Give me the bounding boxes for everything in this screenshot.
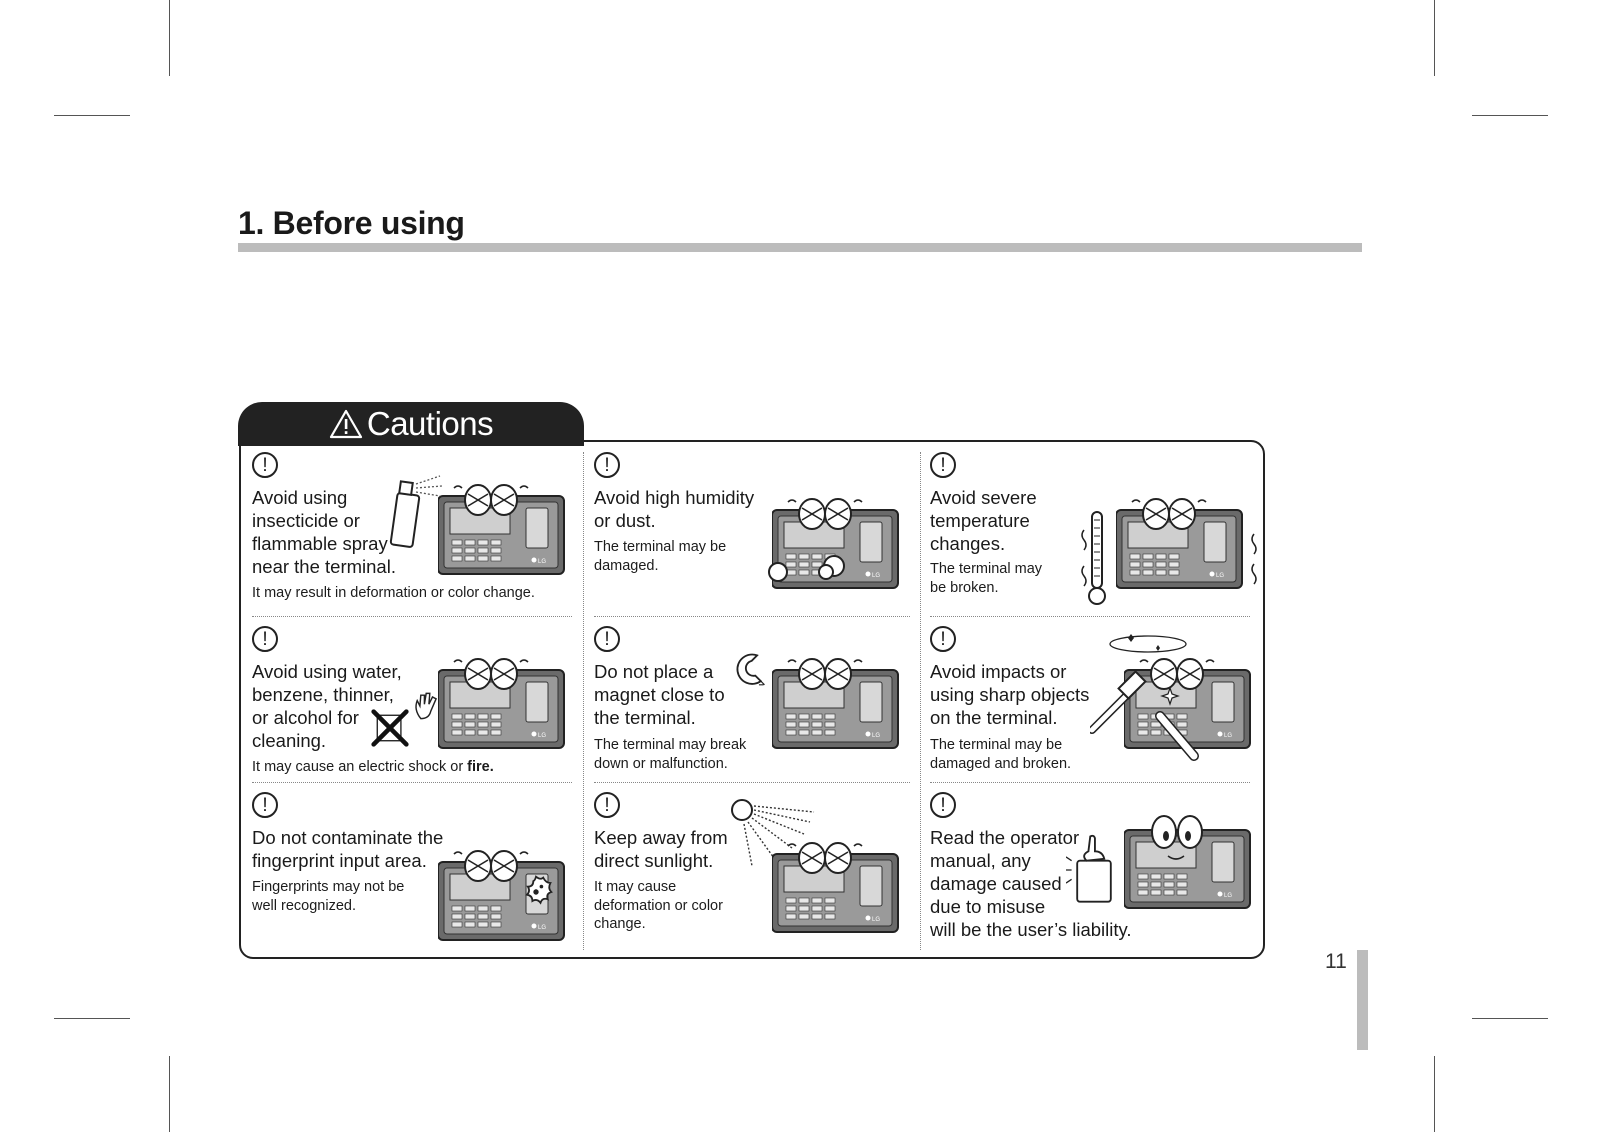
caution-title: Do not contaminate the fingerprint input area. <box>252 827 444 871</box>
no-liquid-icon <box>370 708 410 748</box>
alert-icon: ! <box>930 452 956 478</box>
dust-icon <box>766 542 906 602</box>
row-divider <box>594 616 910 617</box>
caution-note: It may cause an electric shock or fire. <box>252 759 494 775</box>
page-title: 1. Before using <box>238 205 465 241</box>
page-tab-bar <box>1357 950 1368 1050</box>
crop-mark-top-left <box>169 0 170 76</box>
caution-note: The terminal may be damaged. <box>594 539 727 574</box>
caution-note: The terminal may break down or malfunction. <box>594 737 747 772</box>
terminal-device-icon <box>438 652 568 752</box>
crop-mark-bottom-right-h <box>1472 1018 1548 1019</box>
caution-item <box>252 626 572 778</box>
terminal-device-icon <box>1116 492 1246 592</box>
terminal-device-icon <box>772 836 902 936</box>
column-divider <box>920 452 921 950</box>
alert-icon: ! <box>594 792 620 818</box>
thermometer-icon <box>1078 510 1118 610</box>
caution-item <box>930 792 1250 950</box>
warning-triangle-icon <box>329 408 363 440</box>
caution-note: The terminal may be broken. <box>930 561 1043 596</box>
pointing-hand-icon <box>1066 832 1122 908</box>
alert-icon: ! <box>252 452 278 478</box>
caution-title: Read the operator manual, any damage caused due to misuse will be the user’s liability. <box>930 827 1132 940</box>
heat-wave-icon <box>1246 532 1262 592</box>
row-divider <box>594 782 910 783</box>
alert-icon: ! <box>594 452 620 478</box>
alert-icon: ! <box>930 626 956 652</box>
row-divider <box>252 616 572 617</box>
alert-icon: ! <box>252 626 278 652</box>
caution-title: Avoid severe temperature changes. <box>930 487 1037 554</box>
caution-title: Do not place a magnet close to the terminal. <box>594 661 725 728</box>
caution-item <box>930 452 1250 612</box>
crop-mark-bottom-right <box>1434 1056 1435 1132</box>
hammer-icon <box>1090 626 1210 776</box>
cautions-title: Cautions <box>366 405 494 442</box>
crop-mark-bottom-left-h <box>54 1018 130 1019</box>
crop-mark-bottom-left <box>169 1056 170 1132</box>
row-divider <box>252 782 572 783</box>
terminal-device-icon <box>772 652 902 752</box>
caution-item <box>594 452 910 612</box>
caution-item <box>252 792 572 950</box>
caution-note: It may cause deformation or color change. <box>594 879 723 932</box>
caution-title: Avoid using insecticide or flammable spray near the terminal. <box>252 487 396 577</box>
caution-item <box>930 626 1250 778</box>
title-rule <box>238 243 1362 252</box>
caution-item <box>594 626 910 778</box>
crop-mark-top-right-h <box>1472 115 1548 116</box>
stain-icon <box>518 874 554 910</box>
alert-icon: ! <box>930 792 956 818</box>
row-divider <box>930 616 1250 617</box>
terminal-device-icon <box>438 478 568 578</box>
caution-title: Avoid impacts or using sharp objects on the terminal. <box>930 661 1090 728</box>
caution-note: Fingerprints may not be well recognized. <box>252 879 405 914</box>
alert-icon: ! <box>594 626 620 652</box>
magnet-icon <box>724 648 770 694</box>
alert-icon: ! <box>252 792 278 818</box>
row-divider <box>930 782 1250 783</box>
crop-mark-top-left-h <box>54 115 130 116</box>
waving-hand-icon <box>410 688 446 724</box>
caution-note: It may result in deformation or color change. <box>252 585 535 601</box>
column-divider <box>583 452 584 950</box>
caution-note: The terminal may be damaged and broken. <box>930 737 1072 772</box>
page-number: 11 <box>1325 950 1347 973</box>
caution-title: Avoid high humidity or dust. <box>594 487 755 531</box>
terminal-device-icon <box>1124 812 1254 912</box>
caution-item <box>252 452 572 612</box>
note-emphasis: fire. <box>467 759 494 775</box>
caution-title: Avoid using water, benzene, thinner, or alcohol for cleaning. <box>252 661 402 751</box>
caution-title: Keep away from direct sunlight. <box>594 827 728 871</box>
caution-item <box>594 792 910 950</box>
spray-can-icon <box>384 472 444 552</box>
crop-mark-top-right <box>1434 0 1435 76</box>
